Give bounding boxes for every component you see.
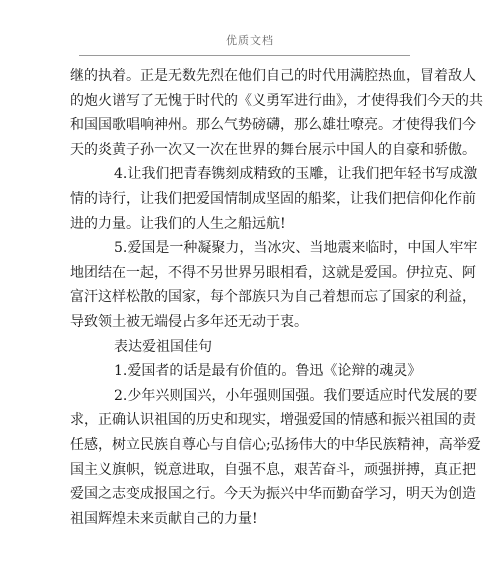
paragraph-line: 1.爱国者的话是最有价值的。鲁迅《论辩的魂灵》	[114, 363, 422, 380]
paragraph-line: 继的执着。正是无数先烈在他们自己的时代用满腔热血，冒着敌人	[70, 68, 476, 84]
paragraph-line: 求，正确认识祖国的历史和现实，增强爱国的情感和振兴祖国的责	[70, 412, 476, 429]
paragraph-line: 5.爱国是一种凝聚力，当冰灾、当地震来临时，中国人牢牢	[114, 240, 478, 257]
paragraph-line: 地团结在一起，不得不另世界另眼相看，这就是爱国。伊拉克、阿	[70, 264, 476, 281]
paragraph-line: 2.少年兴则国兴，小年强则国强。我们要适应时代发展的要	[114, 387, 478, 404]
paragraph-line: 的炮火谱写了无愧于时代的《义勇军进行曲》，才使得我们今天的共	[70, 92, 483, 109]
paragraph-line: 国主义旗帜，锐意进取，自强不息，艰苦奋斗，顽强拼搏，真正把	[70, 461, 476, 478]
paragraph-line: 导致领土被无端侵占多年还无动于衷。	[70, 313, 308, 330]
paragraph-line: 天的炎黄子孙一次又一次在世界的舞台展示中国人的自豪和骄傲。	[70, 141, 476, 158]
paragraph-line: 4.让我们把青春镌刻成精致的玉雕，让我们把年轻书写成激	[114, 166, 478, 183]
header-divider	[79, 55, 410, 56]
page-header-title: 优质文档	[226, 34, 274, 47]
section-heading: 表达爱祖国佳句	[114, 338, 212, 355]
paragraph-line: 进的力量。让我们的人生之船远航!	[70, 215, 286, 232]
paragraph-line: 祖国辉煌未来贡献自己的力量!	[70, 510, 258, 527]
paragraph-line: 和国国歌唱响神州。那么气势磅礴，那么雄壮嘹亮。才使得我们今	[70, 117, 476, 134]
paragraph-line: 富汗这样松散的国家，每个部族只为自己着想而忘了国家的利益，	[70, 289, 476, 306]
paragraph-line: 爱国之志变成报国之行。今天为振兴中华而勤奋学习，明天为创造	[70, 486, 476, 503]
paragraph-line: 情的诗行，让我们把爱国情制成坚固的船桨，让我们把信仰化作前	[70, 190, 476, 207]
body-text	[70, 64, 483, 531]
paragraph-line: 任感，树立民族自尊心与自信心;弘扬伟大的中华民族精神，高举爱	[70, 436, 481, 453]
